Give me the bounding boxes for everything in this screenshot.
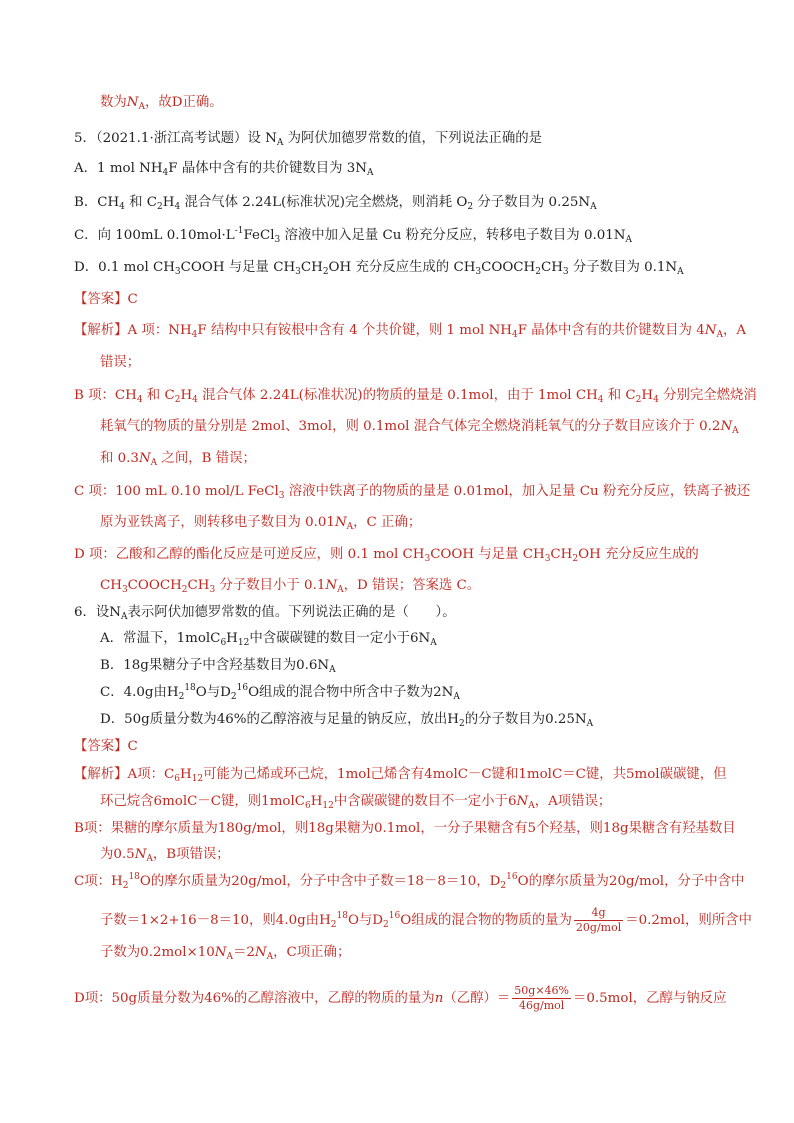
text-line-l22: 【答案】C [74,739,138,754]
text-line-l26: 为$0.5N_A$，B项错误； [100,847,230,864]
text-line-l09: 错误； [100,355,141,370]
text-line-l30: D项：50g质量分数为46%的乙醇溶液中，乙醇的物质的量为n（乙醇）＝ $\frac{50g\times 46\%}{\text{46g/mol}}$ ＝0.5mol，乙醇与钠反应 [74,984,727,1012]
text-line-l05: C．向 100mL $0.10mol\cdot L^{-1}FeCl_3$ 溶液中加入足量 Cu 粉充分反应，转移电子数目为 $0.01N_A$ [74,226,632,245]
text-line-l16: $CH_3COOCH_2CH_3$ 分子数目小于 $0.1N_A$，D 错误；答案选 C。 [100,578,481,595]
text-line-l06: D．0.1 mol $CH_3COOH$ 与足量 $CH_3CH_2OH$ 充分反应生成的 $CH_3COOCH_2CH_3$ 分子数目为 $0.1N_A$ [74,260,684,277]
text-line-l02: 5．（2021.1·浙江高考试题）设 $N_A$ 为阿伏加德罗常数的值，下列说法正确的是 [74,131,542,148]
text-line-l04: B．$CH_4$ 和 $C_2H_4$ 混合气体 2.24L(标准状况)完全燃烧，则消耗 $O_2$ 分子数目为 $0.25N_A$ [74,195,597,212]
text-line-l13: C 项：100 mL 0.10 mol/L FeCl$_3$ 溶液中铁离子的物质的量是 0.01mol，加入足量 Cu 粉充分反应，铁离子被还 [74,484,751,501]
text-line-l01: 数为$N_A$，故D正确。 [100,95,223,112]
text-line-l11: 耗氧气的物质的量分别是 2mol、3mol，则 0.1mol 混合气体完全燃烧消耗氧气的分子数目应该介于 $0.2N_A$ [100,419,739,436]
text-line-l08: 【解析】A 项：$NH_4F$ 结构中只有铵根中含有 4 个共价键，则 1 mol $NH_4F$ 晶体中含有的共价键数目为 $4N_A$，A [74,323,746,340]
text-line-l17: 6．设$N_A$表示阿伏加德罗常数的值。下列说法正确的是（ ）。 [74,605,456,622]
text-line-l03: A．1 mol $NH_4F$ 晶体中含有的共价键数目为 $3N_A$ [74,161,374,178]
text-line-l25: B项：果糖的摩尔质量为180g/mol，则18g果糖为0.1mol，一分子果糖含有5个羟基，则18g果糖含有羟基数目 [74,821,736,836]
text-line-l21: D．50g质量分数为46%的乙醇溶液与足量的钠反应，放出$H_2$的分子数目为$0.25N_A$ [100,712,594,729]
text-line-l07: 【答案】C [74,292,138,307]
text-line-l19: B．18g果糖分子中含羟基数目为$0.6N_A$ [100,658,336,675]
text-line-l18: A．常温下，$1molC_6H_{12}$中含碳碳键的数目一定小于$6N_A$ [100,631,437,648]
text-line-l24: 环己烷含6molC－C键，则$1molC_6H_{12}$中含碳碳键的数目不一定小于$6N_A$，A项错误； [100,794,612,811]
text-line-l20: C．4.0g由$H_2^{18}O$与$D_2^{16}O$组成的混合物中所含中子数为$2N_A$ [100,683,460,702]
text-line-l12: 和 $0.3N_A$ 之间，B 错误； [100,451,256,468]
text-line-l29: 子数为$0.2mol\times 10N_A=2N_A$，C项正确； [100,945,351,962]
text-line-l27: C项：$H_2^{18}O$的摩尔质量为20g/mol，分子中含中子数＝18－8＝10，$D_2^{16}O$的摩尔质量为20g/mol，分子中含中 [74,872,745,891]
text-line-l14: 原为亚铁离子，则转移电子数目为 $0.01N_A$，C 正确； [100,515,422,532]
text-line-l23: 【解析】A项：$C_6H_{12}$可能为己烯或环己烷，1mol己烯含有4molC－C键和1molC＝C键，共5mol碳碳键，但 [74,767,727,784]
text-line-l10: B 项：$CH_4$ 和 $C_2H_4$ 混合气体 2.24L(标准状况)的物质的量是 0.1mol，由于 1mol $CH_4$ 和 $C_2H_4$ 分别完全燃烧消 [74,388,757,405]
text-line-l15: D 项：乙酸和乙醇的酯化反应是可逆反应，则 0.1 mol $CH_3COOH$ 与足量 $CH_3CH_2OH$ 充分反应生成的 [74,547,699,564]
text-line-l28: 子数＝1×2+16－8＝10，则4.0g由$H_2^{18}O$与$D_2^{16}O$组成的混合物的物质的量为 $\frac{4g}{\text{20g/mol}}$ ＝0.2mol，则所含中 [100,906,752,934]
